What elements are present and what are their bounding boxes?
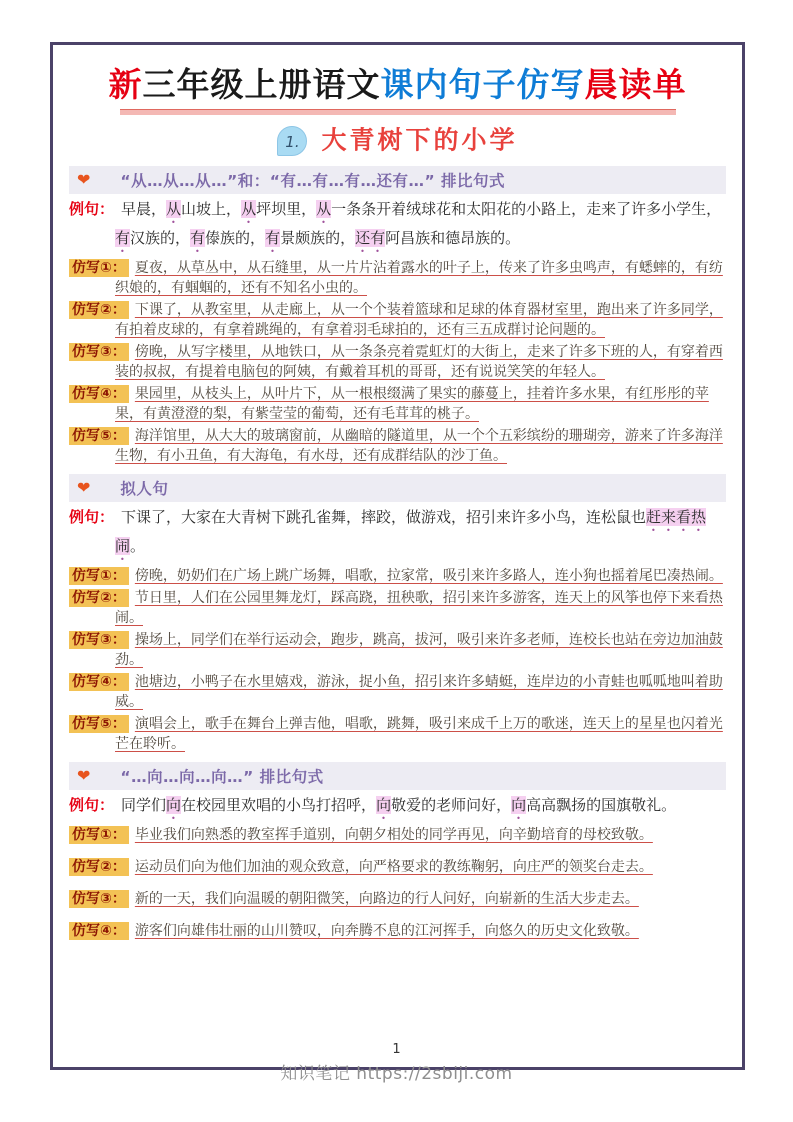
example-label: 例句：: [69, 795, 115, 814]
imitation-text: 运动员们向为他们加油的观众致意，向严格要求的教练鞠躬，向庄严的领奖台走去。: [134, 858, 653, 875]
imitation-text: 游客们向雄伟壮丽的山川赞叹，向奔腾不息的江河挥手，向悠久的历史文化致敬。: [134, 922, 639, 939]
imitation-sentence: [69, 857, 726, 877]
example-label: 例句：: [69, 507, 115, 526]
imitation-label: 仿写①：: [69, 259, 129, 277]
title-part-topic: 课内句子仿写: [380, 65, 585, 104]
heart-icon: ❤: [77, 478, 91, 497]
imitation-text: 演唱会上，歌手在舞台上弹吉他，唱歌，跳舞，吸引来成千上万的歌迷，连天上的星星也闪着光芒在聆听。: [115, 715, 723, 752]
imitation-sentence: [69, 426, 726, 466]
section-nirenju: [69, 474, 726, 754]
section-header: [69, 474, 726, 502]
imitation-label: 仿写④：: [69, 385, 129, 403]
footer-watermark-link[interactable]: 知识笔记 https://2sbiji.com: [280, 1064, 513, 1084]
imitation-text: 池塘边，小鸭子在水里嬉戏，游泳，捉小鱼，招引来许多蜻蜓，连岸边的小青蛙也呱呱地叫着助威。: [115, 673, 723, 710]
section-paibiju-cong-you: [69, 166, 726, 466]
title-underline: [120, 109, 676, 115]
section-header: [69, 166, 726, 194]
imitation-text: 新的一天，我们向温暖的朝阳微笑，向路边的行人问好，向崭新的生活大步走去。: [134, 890, 639, 907]
imitation-text: 果园里，从枝头上，从叶片下，从一根根缀满了果实的藤蔓上，挂着许多水果，有红彤彤的苹果，有黄澄澄的梨，有紫莹莹的葡萄，还有毛茸茸的桃子。: [115, 385, 709, 422]
example-sentence: [69, 198, 726, 256]
example-sentence: [69, 506, 726, 564]
imitation-sentence: [69, 825, 726, 845]
imitation-label: 仿写②：: [69, 301, 129, 319]
imitation-label: 仿写①：: [69, 826, 129, 844]
title-part-new: 新: [108, 65, 143, 104]
section-paibiju-xiang: [69, 762, 726, 941]
example-label: 例句：: [69, 199, 115, 218]
imitation-sentence: [69, 889, 726, 909]
example-text: 同学们向在校园里欢唱的小鸟打招呼，向敬爱的老师问好，向高高飘扬的国旗敬礼。: [121, 795, 677, 814]
example-text: 下课了，大家在大青树下跳孔雀舞，摔跤，做游戏，招引来许多小鸟，连松鼠也赶来看热闹。: [115, 507, 707, 555]
imitation-label: 仿写⑤：: [69, 715, 129, 733]
imitation-sentence: [69, 672, 726, 712]
example-text: 早晨，从山坡上，从坪坝里，从一条条开着绒球花和太阳花的小路上，走来了许多小学生，有汉族的，有傣族的，有景颇族的，还有阿昌族和德昂族的。: [115, 199, 722, 247]
imitation-sentence: [69, 342, 726, 382]
lesson-number-badge: 1.: [277, 126, 307, 156]
imitation-text: 海洋馆里，从大大的玻璃窗前，从幽暗的隧道里，从一个个五彩缤纷的珊瑚旁，游来了许多海洋生物，有小丑鱼，有大海龟，有水母，还有成群结队的沙丁鱼。: [115, 427, 723, 464]
page-number: 1: [392, 1042, 401, 1057]
imitation-sentence: [69, 588, 726, 628]
imitation-sentence: [69, 258, 726, 298]
imitation-sentence: [69, 300, 726, 340]
imitation-label: 仿写③：: [69, 631, 129, 649]
title-part-grade: 三年级上册语文: [142, 65, 381, 104]
imitation-label: 仿写④：: [69, 922, 129, 940]
imitation-sentence: [69, 384, 726, 424]
title-part-sheet: 晨读单: [584, 65, 687, 104]
imitation-text: 傍晚，奶奶们在广场上跳广场舞，唱歌，拉家常，吸引来许多路人，连小狗也摇着尾巴凑热闹。: [134, 567, 723, 584]
document-title: [69, 65, 726, 105]
imitation-text: 傍晚，从写字楼里，从地铁口，从一条条亮着霓虹灯的大街上，走来了许多下班的人，有穿着西装的叔叔，有提着电脑包的阿姨，有戴着耳机的哥哥，还有说说笑笑的年轻人。: [115, 343, 723, 380]
imitation-sentence: [69, 714, 726, 754]
imitation-label: 仿写④：: [69, 673, 129, 691]
imitation-text: 节日里，人们在公园里舞龙灯，踩高跷，扭秧歌，招引来许多游客，连天上的风筝也停下来看热闹。: [115, 589, 723, 626]
section-title: 拟人句: [120, 479, 169, 498]
imitation-text: 下课了，从教室里，从走廊上，从一个个装着篮球和足球的体育器材室里，跑出来了许多同学，有拍着皮球的，有拿着跳绳的，有拿着羽毛球拍的，还有三五成群讨论问题的。: [115, 301, 723, 338]
imitation-label: 仿写③：: [69, 343, 129, 361]
imitation-label: 仿写⑤：: [69, 427, 129, 445]
example-sentence: [69, 794, 726, 823]
lesson-heading: [69, 123, 726, 158]
imitation-text: 操场上，同学们在举行运动会，跑步，跳高，拔河，吸引来许多老师，连校长也站在旁边加油鼓劲。: [115, 631, 723, 668]
imitation-text: 毕业我们向熟悉的教室挥手道别，向朝夕相处的同学再见，向辛勤培育的母校致敬。: [134, 826, 653, 843]
imitation-sentence: [69, 566, 726, 586]
imitation-label: 仿写③：: [69, 890, 129, 908]
imitation-sentence: [69, 630, 726, 670]
section-header: [69, 762, 726, 790]
imitation-text: 夏夜，从草丛中，从石缝里，从一片片沾着露水的叶子上，传来了许多虫鸣声，有蟋蟀的，有纺织娘的，有蝈蝈的，还有不知名小虫的。: [115, 259, 723, 296]
lesson-title: 大青树下的小学: [321, 125, 518, 155]
heart-icon: ❤: [77, 766, 91, 785]
imitation-label: 仿写②：: [69, 858, 129, 876]
heart-icon: ❤: [77, 170, 91, 189]
imitation-label: 仿写②：: [69, 589, 129, 607]
section-title: “…向…向…向…” 排比句式: [120, 767, 324, 786]
page-frame: [50, 42, 745, 1070]
imitation-sentence: [69, 921, 726, 941]
imitation-label: 仿写①：: [69, 567, 129, 585]
section-title: “从…从…从…”和：“有…有…有…还有…” 排比句式: [120, 171, 506, 190]
